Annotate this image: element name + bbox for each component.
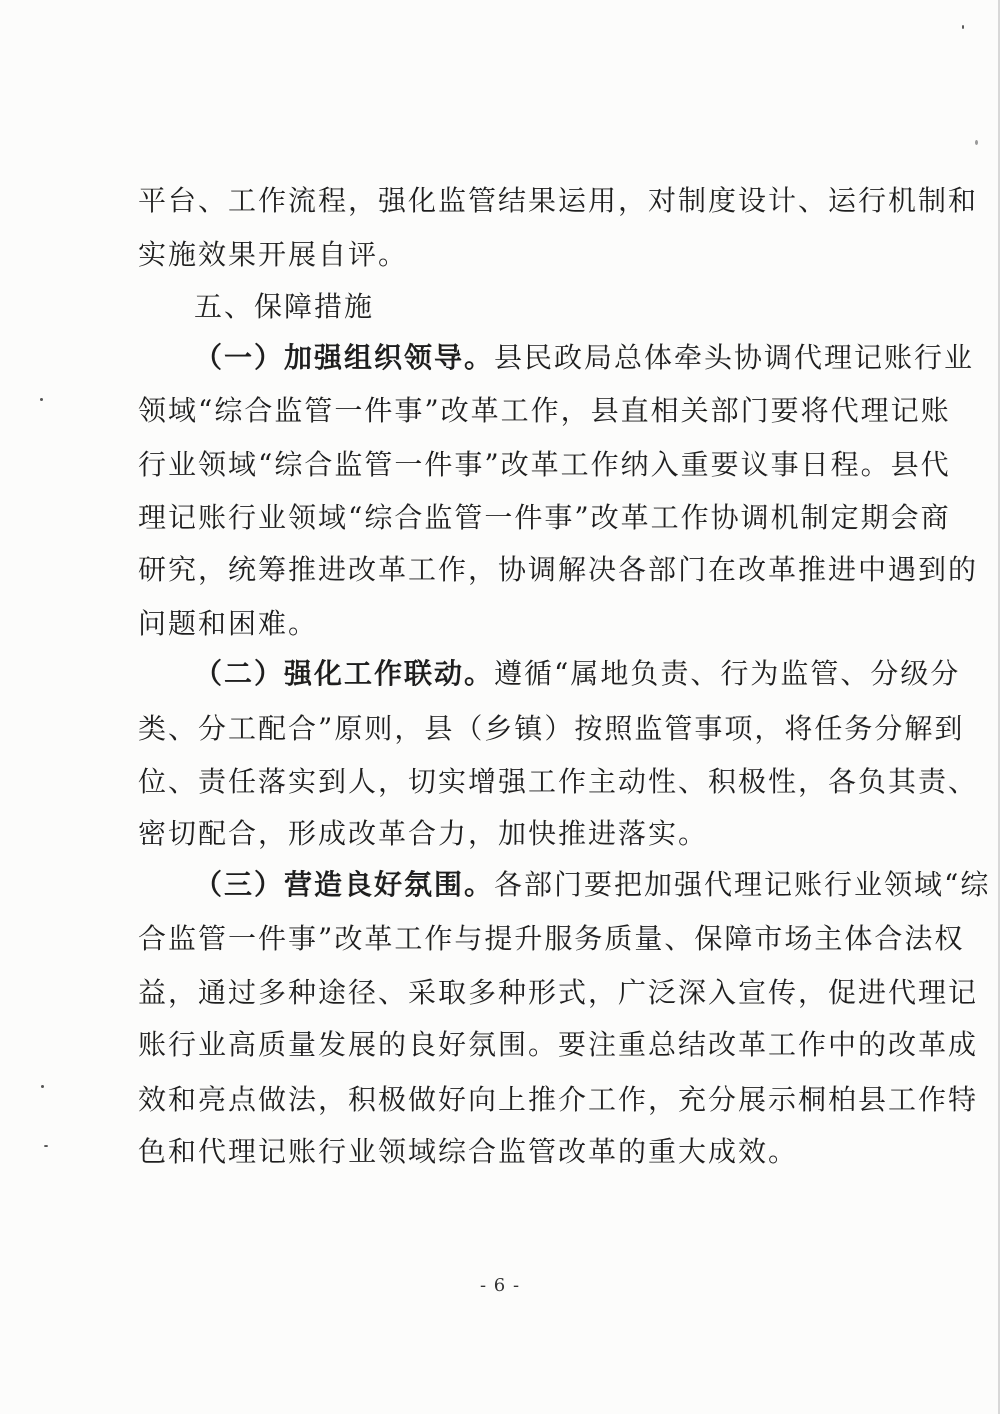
body-line: 益，通过多种途径、采取多种形式，广泛深入宣传，促进代理记 xyxy=(138,976,979,1009)
body-line: 行业领域“综合监管一件事”改革工作纳入重要议事日程。县代 xyxy=(138,448,951,481)
paragraph-lead-text: 各部门要把加强代理记账行业领域“综 xyxy=(494,868,991,901)
scan-speck xyxy=(962,25,964,29)
paragraph-lead-text: 县民政局总体牵头协调代理记账行业 xyxy=(494,341,975,374)
body-line: 合监管一件事”改革工作与提升服务质量、保障市场主体合法权 xyxy=(138,922,965,955)
subsection-heading: （二）强化工作联动。 xyxy=(194,657,495,690)
paragraph-lead-line xyxy=(194,338,975,378)
paragraph-lead-text: 遵循“属地负责、行为监管、分级分 xyxy=(494,657,961,690)
section-heading: 五、保障措施 xyxy=(194,290,375,323)
scan-speck xyxy=(40,398,43,401)
body-line: 领域“综合监管一件事”改革工作，县直相关部门要将代理记账 xyxy=(138,394,951,427)
body-line: 研究，统筹推进改革工作，协调解决各部门在改革推进中遇到的 xyxy=(138,553,979,586)
body-line: 实施效果开展自评。 xyxy=(138,238,409,271)
subsection-heading: （一）加强组织领导。 xyxy=(194,341,495,374)
paragraph-lead-line xyxy=(194,654,961,694)
scan-speck xyxy=(41,1085,44,1088)
body-line: 账行业高质量发展的良好氛围。要注重总结改革工作中的改革成 xyxy=(138,1028,979,1061)
body-line: 位、责任落实到人，切实增强工作主动性、积极性，各负其责、 xyxy=(138,765,979,798)
body-line: 密切配合，形成改革合力，加快推进落实。 xyxy=(138,817,709,850)
page-number: - 6 - xyxy=(479,1275,521,1296)
scan-speck xyxy=(975,140,978,145)
scan-speck xyxy=(44,1145,48,1147)
subsection-heading: （三）营造良好氛围。 xyxy=(194,868,495,901)
paragraph-lead-line xyxy=(194,865,991,905)
body-line: 效和亮点做法，积极做好向上推介工作，充分展示桐柏县工作特 xyxy=(138,1083,979,1116)
body-line: 色和代理记账行业领域综合监管改革的重大成效。 xyxy=(138,1135,799,1168)
body-line: 理记账行业领域“综合监管一件事”改革工作协调机制定期会商 xyxy=(138,501,951,534)
body-line: 平台、工作流程，强化监管结果运用，对制度设计、运行机制和 xyxy=(138,184,979,217)
body-line: 类、分工配合”原则，县（乡镇）按照监管事项，将任务分解到 xyxy=(138,712,965,745)
body-line: 问题和困难。 xyxy=(138,607,319,640)
